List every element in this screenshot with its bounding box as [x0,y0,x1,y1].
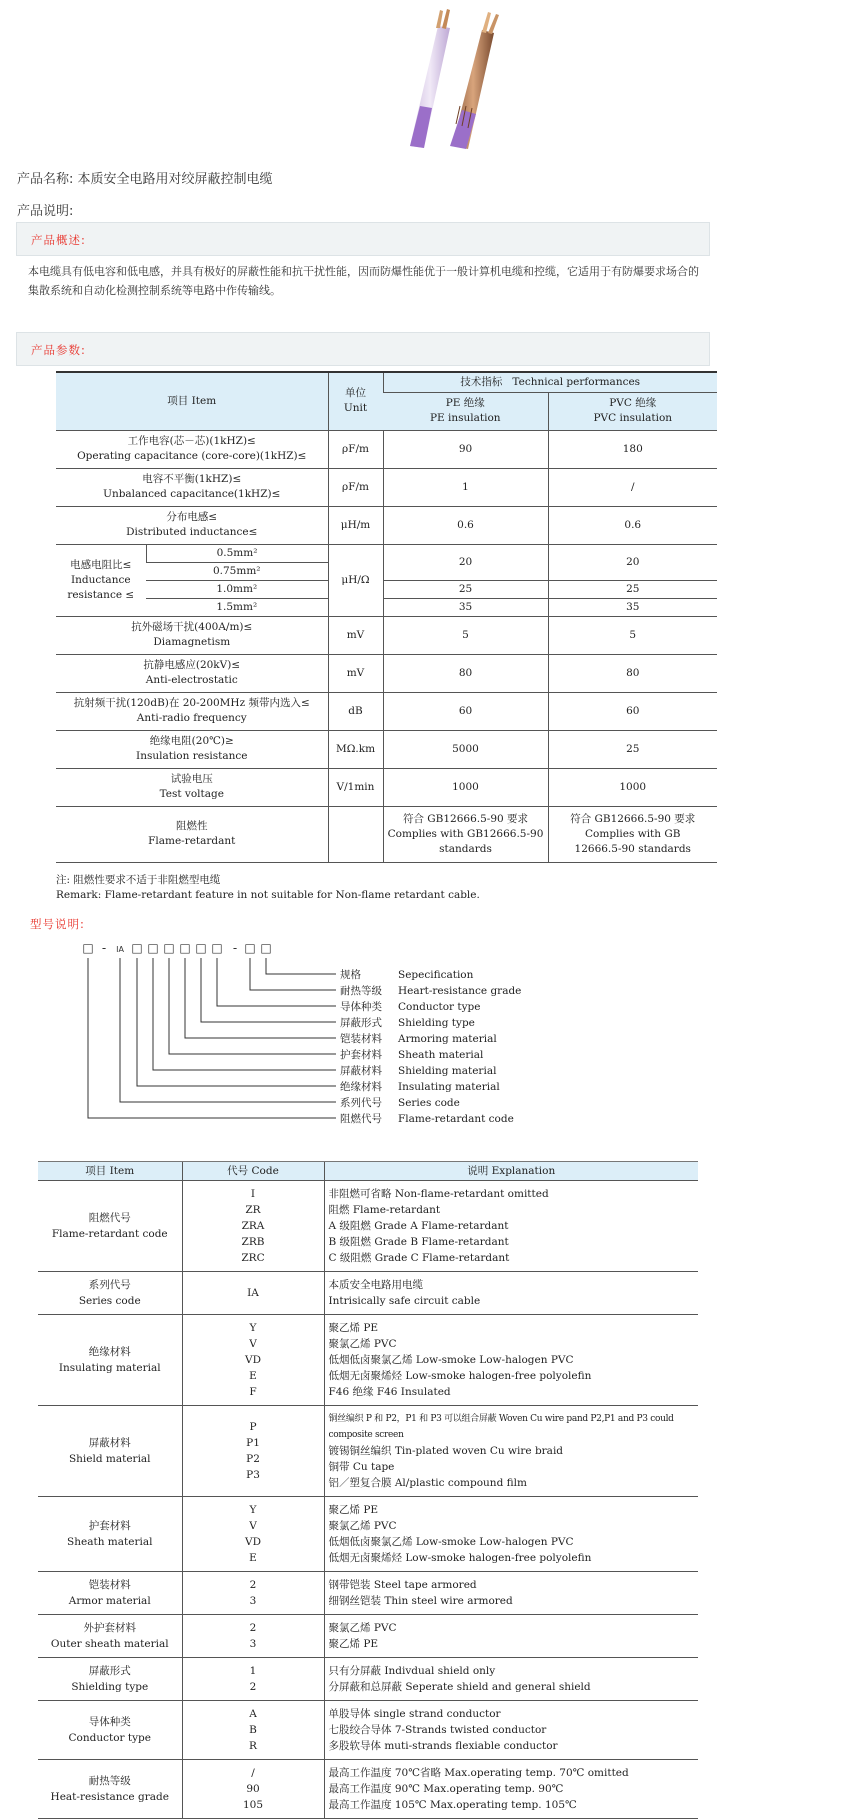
ratio-pvc: 25 [548,580,717,598]
param-unit: MΩ.km [328,730,383,768]
code-explanation: 最高工作温度 105℃ Max.operating temp. 105℃ [328,1799,577,1811]
code-item: 系列代号 Series code [38,1272,182,1315]
code-value: 1 [249,1665,257,1677]
param-pe: 0.6 [383,506,548,544]
ratio-pvc: 20 [548,544,717,580]
table-row [38,1181,698,1272]
code-header-code: 代号 Code [182,1162,324,1181]
table-row [38,1406,698,1497]
model-label-cn: 系列代号 [340,1097,382,1109]
code-values [182,1497,324,1572]
param-header-tech: 技术指标 Technical performances [383,372,717,392]
table-row [38,1272,698,1315]
table-row [38,1701,698,1760]
table-row [56,654,717,692]
table-row [56,692,717,730]
code-value: B [249,1724,257,1736]
code-value: VD [244,1354,261,1366]
code-values [182,1272,324,1315]
code-explanations [324,1572,698,1615]
model-code-token: □ [244,941,256,955]
code-explanation: 铝／塑复合膜 Al/plastic compound film [328,1477,527,1489]
code-value: ZRB [241,1236,265,1248]
table-row [38,1572,698,1615]
model-label-cn: 规格 [340,969,361,981]
code-item: 导体种类 Conductor type [38,1701,182,1760]
model-code-token: □ [147,941,159,955]
code-explanation: 本质安全电路用电缆 [328,1279,423,1291]
code-values [182,1658,324,1701]
table-row [56,544,717,562]
param-item: 工作电容(芯－芯)(1kHZ)≤ Operating capacitance (core-core)(1kHZ)≤ [56,430,328,468]
param-pvc: / [548,468,717,506]
code-explanation: 阻燃 Flame-retardant [328,1204,441,1216]
code-value: P [249,1421,257,1433]
ratio-item: 电感电阻比≤ Inductance resistance ≤ [56,544,146,616]
code-value: Y [249,1504,257,1516]
code-explanation: 聚乙烯 PE [328,1322,379,1334]
leader-line [266,958,336,974]
model-code-token: □ [211,941,223,955]
ratio-size: 0.5mm² [146,544,328,562]
product-description-title: 产品说明: [17,204,74,219]
param-pvc: 180 [548,430,717,468]
param-unit: μH/m [328,506,383,544]
code-values [182,1572,324,1615]
param-item: 试验电压 Test voltage [56,768,328,806]
param-pe: 90 [383,430,548,468]
overview-heading: 产品概述: [31,233,86,247]
table-row [56,430,717,468]
code-header-item: 项目 Item [38,1162,182,1181]
table-row [56,580,717,598]
code-explanations [324,1497,698,1572]
code-explanation-table [38,1161,698,1819]
table-row [56,506,717,544]
param-pvc: 1000 [548,768,717,806]
code-item: 绝缘材料 Insulating material [38,1315,182,1406]
code-values [182,1406,324,1497]
code-item: 铠装材料 Armor material [38,1572,182,1615]
model-label-cn: 绝缘材料 [340,1081,382,1093]
code-explanation: 钢带铠装 Steel tape armored [328,1579,477,1591]
model-label-cn: 护套材料 [340,1049,382,1061]
param-header-pe: PE 绝缘 PE insulation [383,392,548,430]
param-pe: 1 [383,468,548,506]
code-explanation: 低烟无卤聚烯烃 Low-smoke halogen-free polyolefin [328,1552,592,1564]
ratio-size: 1.0mm² [146,580,328,598]
param-pe: 60 [383,692,548,730]
table-row [38,1315,698,1406]
code-explanation: 只有分屏蔽 Indivdual shield only [328,1665,496,1677]
ratio-size: 1.5mm² [146,598,328,616]
code-explanations [324,1760,698,1819]
code-header-explanation: 说明 Explanation [324,1162,698,1181]
code-explanation: F46 绝缘 F46 Insulated [328,1386,451,1398]
model-label-en: Sheath material [398,1049,484,1061]
code-explanations [324,1701,698,1760]
leader-line [153,958,336,1070]
table-row [56,768,717,806]
code-explanations [324,1181,698,1272]
param-pe: 80 [383,654,548,692]
code-explanation: B 级阻燃 Grade B Flame-retardant [328,1236,509,1248]
code-value: 3 [249,1638,257,1650]
model-heading: 型号说明: [30,917,85,931]
code-values [182,1181,324,1272]
code-explanation: 低烟无卤聚烯烃 Low-smoke halogen-free polyolefin [328,1370,592,1382]
model-code-token: □ [179,941,191,955]
param-pe: 1000 [383,768,548,806]
code-explanations [324,1272,698,1315]
model-code-leader-lines [88,958,336,1118]
model-label-cn: 导体种类 [340,1001,382,1013]
code-value: 2 [249,1579,257,1591]
param-pe: 5000 [383,730,548,768]
param-item: 电容不平衡(1kHZ)≤ Unbalanced capacitance(1kHZ)≤ [56,468,328,506]
model-code-token: □ [260,941,272,955]
table-row [56,730,717,768]
code-value: A [249,1708,257,1720]
parameter-table [56,371,717,863]
param-item: 分布电感≤ Distributed inductance≤ [56,506,328,544]
code-values [182,1315,324,1406]
table-row [56,806,717,862]
param-item: 绝缘电阻(20℃)≥ Insulation resistance [56,730,328,768]
param-pvc: 0.6 [548,506,717,544]
code-value: 3 [249,1595,257,1607]
code-explanation: 最高工作温度 70℃省略 Max.operating temp. 70℃ omitted [328,1767,629,1779]
code-explanation: Intrisically safe circuit cable [328,1295,481,1307]
param-pe: 5 [383,616,548,654]
code-explanation: 聚氯乙烯 PVC [328,1622,397,1634]
code-explanation: 单股导体 single strand conductor [328,1708,501,1720]
code-explanation: 七股绞合导体 7-Strands twisted conductor [328,1724,547,1736]
model-code-token: - [101,941,107,955]
code-value: P1 [246,1437,260,1449]
model-code-token: □ [131,941,143,955]
code-value: IA [247,1287,259,1299]
model-label-en: Heart-resistance grade [398,985,522,997]
code-explanations [324,1615,698,1658]
code-value: ZRA [241,1220,265,1232]
code-value: P3 [246,1469,260,1481]
code-value: 2 [249,1681,257,1693]
code-item: 外护套材料 Outer sheath material [38,1615,182,1658]
model-label-cn: 阻燃代号 [340,1113,382,1125]
code-explanation: 聚乙烯 PE [328,1504,379,1516]
param-unit: V/1min [328,768,383,806]
overview-section-bar [16,222,710,256]
code-explanation: 聚氯乙烯 PVC [328,1338,397,1350]
param-unit: mV [328,616,383,654]
param-pvc: 符合 GB12666.5-90 要求 Complies with GB 12666.5-90 standards [548,806,717,862]
code-value: P2 [246,1453,260,1465]
model-label-en: Shielding material [398,1065,497,1077]
code-value: 105 [242,1799,264,1811]
code-explanation: 多股软导体 muti-strands flexiable conductor [328,1740,558,1752]
code-explanations [324,1315,698,1406]
leader-line [217,958,336,1006]
code-item: 屏蔽材料 Shield material [38,1406,182,1497]
param-unit: ρF/m [328,430,383,468]
param-unit: mV [328,654,383,692]
code-explanation: 聚乙烯 PE [328,1638,379,1650]
code-explanation: 铜带 Cu tape [328,1461,395,1473]
table-row [56,598,717,616]
code-values [182,1615,324,1658]
twisted-shielded-cable-photo [390,6,540,152]
code-item: 护套材料 Sheath material [38,1497,182,1572]
model-label-cn: 铠装材料 [340,1033,382,1045]
param-item: 抗射频干扰(120dB)在 20-200MHz 频带内选入≤ Anti-radio frequency [56,692,328,730]
model-code-labels [340,968,521,1125]
param-pvc: 80 [548,654,717,692]
param-item: 抗静电感应(20kV)≤ Anti-electrostatic [56,654,328,692]
param-unit: ρF/m [328,468,383,506]
code-explanation: 低烟低卤聚氯乙烯 Low-smoke Low-halogen PVC [328,1536,574,1548]
code-explanation: 镀锡铜丝编织 Tin-plated woven Cu wire braid [328,1445,564,1457]
code-value: ZRC [241,1252,265,1264]
param-item: 抗外磁场干扰(400A/m)≤ Diamagnetism [56,616,328,654]
code-value: E [249,1552,257,1564]
code-value: F [249,1386,257,1398]
code-value: VD [244,1536,261,1548]
code-explanation: 非阻燃可省略 Non-flame-retardant omitted [328,1188,549,1200]
table-row [38,1658,698,1701]
code-value: 90 [246,1783,260,1795]
table-row [56,468,717,506]
code-values [182,1760,324,1819]
code-value: I [250,1188,256,1200]
remark-en: Remark: Flame-retardant feature in not suitable for Non-flame retardant cable. [56,889,480,901]
model-code-token: □ [163,941,175,955]
code-item: 耐热等级 Heat-resistance grade [38,1760,182,1819]
params-section-bar [16,332,710,366]
code-explanation: 细钢丝铠装 Thin steel wire armored [328,1595,513,1607]
param-pvc: 5 [548,616,717,654]
code-explanation: 最高工作温度 90℃ Max.operating temp. 90℃ [328,1783,564,1795]
model-code-token: □ [195,941,207,955]
code-item: 阻燃代号 Flame-retardant code [38,1181,182,1272]
ratio-pvc: 35 [548,598,717,616]
param-header-item: 项目 Item [56,372,328,430]
code-value: V [249,1338,257,1350]
ratio-pe: 25 [383,580,548,598]
code-value: R [249,1740,257,1752]
table-row [38,1615,698,1658]
ratio-pe: 35 [383,598,548,616]
leader-line [120,958,336,1102]
product-name: 产品名称: 本质安全电路用对绞屏蔽控制电缆 [17,172,273,187]
model-label-en: Conductor type [398,1001,481,1013]
model-code-token: IA [116,945,124,954]
param-pvc: 25 [548,730,717,768]
code-values [182,1701,324,1760]
model-label-en: Sepecification [398,969,474,981]
ratio-pe: 20 [383,544,548,580]
code-item: 屏蔽形式 Shielding type [38,1658,182,1701]
ratio-size: 0.75mm² [146,562,328,580]
code-value: E [249,1370,257,1382]
model-label-en: Series code [398,1097,460,1109]
table-row [56,616,717,654]
overview-text: 本电缆具有低电容和低电感，并具有极好的屏蔽性能和抗干扰性能，因而防爆性能优于一般计算机电缆和控缆，它适用于有防爆要求场合的集散系统和自动化检测控制系统等电路中作传输线。 [28,265,699,297]
code-value: ZR [245,1204,261,1216]
param-header-unit: 单位 Unit [328,372,383,430]
param-header-pvc: PVC 绝缘 PVC insulation [548,392,717,430]
model-label-en: Flame-retardant code [398,1113,514,1125]
param-item: 阻燃性 Flame-retardant [56,806,328,862]
code-explanations [324,1658,698,1701]
model-label-cn: 屏蔽材料 [340,1065,382,1077]
model-label-en: Shielding type [398,1017,475,1029]
param-unit: dB [328,692,383,730]
code-explanation: C 级阻燃 Grade C Flame-retardant [328,1252,510,1264]
model-label-cn: 耐热等级 [340,985,382,997]
table-row [38,1497,698,1572]
code-explanation: 分屏蔽和总屏蔽 Seperate shield and general shield [328,1681,591,1693]
model-label-en: Insulating material [398,1081,500,1093]
param-unit [328,806,383,862]
param-pvc: 60 [548,692,717,730]
param-pe: 符合 GB12666.5-90 要求 Complies with GB12666.5-90 standards [383,806,548,862]
code-explanation: 低烟低卤聚氯乙烯 Low-smoke Low-halogen PVC [328,1354,574,1366]
model-code-token: - [232,941,238,955]
table-row [38,1760,698,1819]
code-value: Y [249,1322,257,1334]
model-code-token: □ [82,941,94,955]
leader-line [185,958,336,1038]
code-explanation: A 级阻燃 Grade A Flame-retardant [328,1220,509,1232]
model-label-en: Armoring material [398,1033,497,1045]
code-value: V [249,1520,257,1532]
model-label-cn: 屏蔽形式 [340,1017,382,1029]
code-explanation: 铜丝编织 P 和 P2，P1 和 P3 可以组合屏蔽 Woven Cu wire pand P2,P1 and P3 could composite screen [328,1414,674,1440]
remark-cn: 注: 阻燃性要求不适于非阻燃型电缆 [56,874,221,886]
code-value: / [251,1767,255,1779]
ratio-unit: μH/Ω [328,544,383,616]
params-heading: 产品参数: [31,343,86,357]
code-explanations [324,1406,698,1497]
code-value: 2 [249,1622,257,1634]
model-code-diagram [0,938,860,1150]
code-explanation: 聚氯乙烯 PVC [328,1520,397,1532]
model-code-pattern [82,941,271,955]
